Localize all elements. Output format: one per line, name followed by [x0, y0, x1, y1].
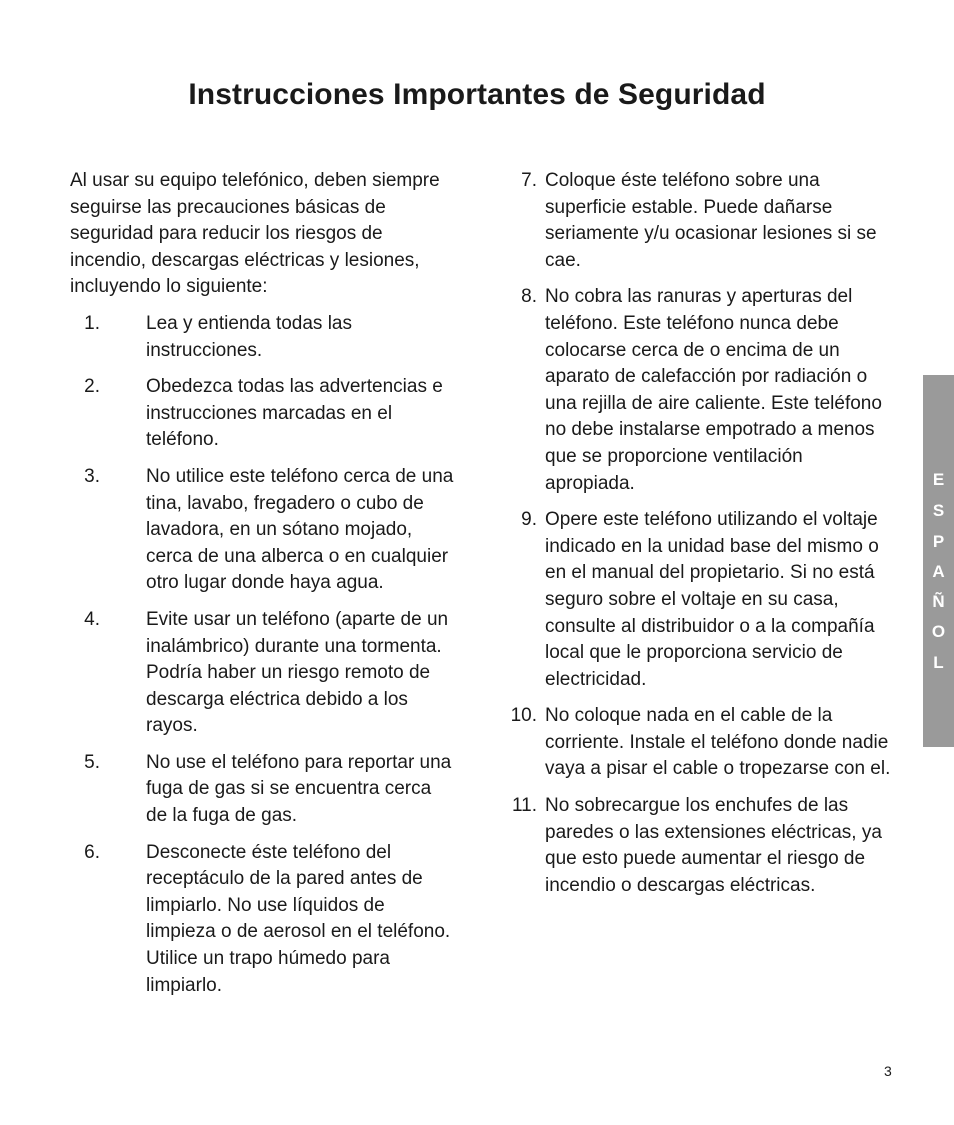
item-text: Coloque éste teléfono sobre una superficie estable. Puede dañarse seriamente y/u ocasionar lesiones si se cae. — [545, 170, 877, 271]
item-text: No use el teléfono para reportar una fuga de gas si se encuentra cerca de la fuga de gas. — [146, 751, 452, 827]
item-number: 6. — [84, 841, 100, 863]
item-number: 2. — [84, 376, 100, 398]
safety-item-3 — [84, 464, 455, 597]
item-number: 9. — [521, 509, 537, 531]
language-tab-letter: E — [932, 470, 945, 489]
item-text: Evite usar un teléfono (aparte de un inalámbrico) durante una tormenta. Podría haber un riesgo remoto de descarga eléctrica debido a los rayos. — [146, 608, 449, 737]
item-text: No utilice este teléfono cerca de una tina, lavabo, fregadero o cubo de lavadora, en un sótano mojado, cerca de una alberca o en cualquier otro lugar donde haya agua. — [146, 465, 454, 594]
item-number: 1. — [84, 312, 100, 334]
safety-item-11 — [508, 793, 893, 899]
language-tab-letter: S — [932, 501, 945, 520]
safety-item-4 — [84, 607, 455, 740]
intro-paragraph: Al usar su equipo telefónico, deben siempre seguirse las precauciones básicas de seguridad para reducir los riesgos de incendio, descargas eléctricas y lesiones, incluyendo lo siguiente: — [70, 170, 440, 298]
item-text: Obedezca todas las advertencias e instrucciones marcadas en el teléfono. — [146, 376, 443, 451]
safety-list-left — [84, 311, 455, 999]
item-number: 7. — [521, 170, 537, 191]
page-number: 3 — [884, 1063, 892, 1079]
safety-item-2 — [84, 374, 455, 454]
safety-item-9 — [508, 507, 893, 693]
safety-item-8 — [508, 284, 893, 497]
item-text: No coloque nada en el cable de la corriente. Instale el teléfono donde nadie vaya a pisar el cable o tropezarse con el. — [545, 705, 891, 780]
safety-item-1 — [84, 311, 455, 364]
right-column — [508, 168, 893, 909]
language-tab — [923, 375, 954, 747]
safety-item-10 — [508, 703, 893, 783]
page-title: Instrucciones Importantes de Seguridad — [188, 78, 766, 111]
item-text: Desconecte éste teléfono del receptáculo de la pared antes de limpiarlo. No use líquidos de limpieza o de aerosol en el teléfono. Utilice un trapo húmedo para limpiarlo. — [146, 841, 451, 996]
safety-item-6 — [84, 840, 455, 1000]
language-tab-letter: Ñ — [932, 592, 945, 611]
item-text: Lea y entienda todas las instrucciones. — [146, 312, 352, 361]
language-tab-letter: A — [932, 562, 945, 581]
item-number: 11. — [511, 795, 537, 817]
safety-item-5 — [84, 750, 455, 830]
item-text: Opere este teléfono utilizando el voltaje indicado en la unidad base del mismo o en el manual del propietario. Si no está seguro sobre el voltaje en su casa, consulte al distribuidor o a la compañía local que le proporciona servicio de electricidad. — [545, 509, 879, 690]
item-number: 4. — [84, 608, 100, 630]
left-column — [70, 168, 455, 1009]
item-text: No cobra las ranuras y aperturas del teléfono. Este teléfono nunca debe colocarse cerca de o encima de un aparato de calefacción por radiación o una rejilla de aire caliente. Este teléfono no debe instalarse empotrado a menos que se proporcione ventilación apropiada. — [545, 286, 882, 494]
language-tab-letter: P — [932, 532, 945, 551]
item-number: 8. — [521, 286, 537, 308]
item-number: 10. — [510, 705, 537, 727]
item-number: 5. — [84, 751, 100, 773]
language-tab-letter: O — [931, 622, 946, 641]
item-text: No sobrecargue los enchufes de las paredes o las extensiones eléctricas, ya que esto puede aumentar el riesgo de incendio o descargas eléctricas. — [545, 795, 882, 896]
language-tab-letter: L — [933, 653, 944, 672]
safety-item-7 — [508, 168, 893, 274]
item-number: 3. — [84, 465, 100, 487]
